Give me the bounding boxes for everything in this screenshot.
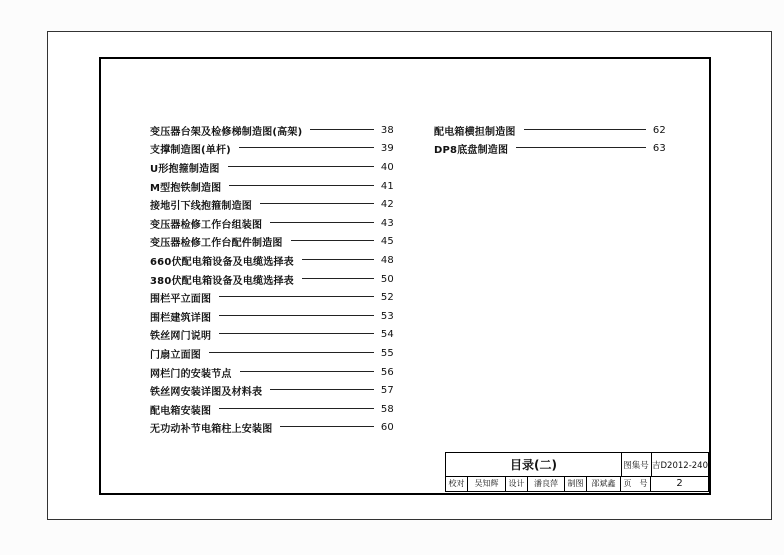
toc-entry-page: 60 <box>380 422 394 434</box>
toc-leader-line <box>219 315 374 316</box>
toc-entry-page: 54 <box>380 329 394 341</box>
toc-entry-page: 55 <box>380 347 394 359</box>
toc-leader-line <box>239 147 374 148</box>
toc-entry-page: 58 <box>380 403 394 415</box>
designer-label: 设计 <box>506 476 528 491</box>
toc-entry <box>434 121 666 140</box>
toc-entry <box>150 233 394 252</box>
toc-entry <box>150 214 394 233</box>
atlas-number: 吉D2012-240 <box>651 453 709 477</box>
toc-entry-page: 57 <box>380 385 394 397</box>
toc-entry-page: 43 <box>380 217 394 229</box>
toc-leader-line <box>219 408 374 409</box>
toc-entry-page: 50 <box>380 273 394 285</box>
atlas-number-label: 图集号 <box>621 453 652 477</box>
toc-entry-title: M型抱铁制造图 <box>150 182 222 194</box>
toc-right-column <box>434 121 666 158</box>
drawing-name: 目录(二) <box>446 453 622 477</box>
toc-entry <box>150 288 394 307</box>
toc-entry <box>434 140 666 159</box>
toc-entry <box>150 195 394 214</box>
toc-leader-line <box>240 371 374 372</box>
toc-entry-page: 40 <box>380 161 394 173</box>
toc-entry-title: U形抱箍制造图 <box>150 163 220 175</box>
page-number-label: 页 号 <box>621 476 651 491</box>
toc-entry-page: 48 <box>380 254 394 266</box>
toc-leader-line <box>291 240 374 241</box>
toc-entry <box>150 177 394 196</box>
toc-entry-title: 变压器台架及检修梯制造图(高架) <box>150 126 303 138</box>
toc-entry-page: 39 <box>380 143 394 155</box>
toc-leader-line <box>229 185 374 186</box>
toc-entry <box>150 270 394 289</box>
toc-left-column <box>150 121 394 437</box>
toc-leader-line <box>228 166 374 167</box>
toc-entry-title: 无功动补节电箱柱上安装图 <box>150 424 273 436</box>
toc-entry <box>150 251 394 270</box>
toc-entry <box>150 158 394 177</box>
toc-entry-title: 配电箱横担制造图 <box>434 126 516 138</box>
toc-entry-title: 铁丝网安装详图及材料表 <box>150 387 263 399</box>
toc-leader-line <box>310 129 374 130</box>
toc-leader-line <box>516 147 646 148</box>
toc-leader-line <box>280 426 374 427</box>
toc-entry-title: 变压器检修工作台组装图 <box>150 219 263 231</box>
toc-leader-line <box>260 203 374 204</box>
toc-entry-page: 52 <box>380 292 394 304</box>
toc-entry-title: 围栏平立面图 <box>150 294 212 306</box>
toc-entry-title: DP8底盘制造图 <box>434 145 509 157</box>
toc-entry-title: 660伏配电箱设备及电缆选择表 <box>150 256 294 268</box>
toc-entry <box>150 381 394 400</box>
toc-entry <box>150 307 394 326</box>
toc-leader-line <box>219 333 374 334</box>
toc-entry-page: 62 <box>652 124 666 136</box>
toc-entry-page: 41 <box>380 180 394 192</box>
toc-leader-line <box>209 352 374 353</box>
page-number: 2 <box>676 478 683 489</box>
toc-entry-title: 网栏门的安装节点 <box>150 368 232 380</box>
toc-entry-page: 63 <box>652 143 666 155</box>
toc-entry <box>150 326 394 345</box>
checker-label: 校对 <box>446 476 468 491</box>
toc-leader-line <box>219 296 374 297</box>
checker-name: 吴知辉 <box>468 476 506 491</box>
toc-leader-line <box>302 278 374 279</box>
toc-leader-line <box>270 389 374 390</box>
toc-entry-title: 配电箱安装图 <box>150 405 212 417</box>
designer-name: 潘良萍 <box>528 476 565 491</box>
toc-leader-line <box>302 259 374 260</box>
toc-entry-page: 45 <box>380 236 394 248</box>
toc-entry <box>150 400 394 419</box>
title-block <box>445 452 709 492</box>
toc-entry-page: 42 <box>380 199 394 211</box>
toc-entry-title: 铁丝网门说明 <box>150 331 212 343</box>
toc-entry-title: 变压器检修工作台配件制造图 <box>150 238 283 250</box>
toc-leader-line <box>270 222 374 223</box>
drafter-label: 制图 <box>565 476 587 491</box>
toc-entry-page: 53 <box>380 310 394 322</box>
toc-entry <box>150 363 394 382</box>
toc-entry-title: 380伏配电箱设备及电缆选择表 <box>150 275 294 287</box>
toc-entry-title: 围栏建筑详图 <box>150 312 212 324</box>
toc-entry-page: 38 <box>380 124 394 136</box>
toc-entry <box>150 419 394 438</box>
toc-entry-page: 56 <box>380 366 394 378</box>
toc-entry-title: 支撑制造图(单杆) <box>150 145 231 157</box>
toc-entry <box>150 140 394 159</box>
toc-entry-title: 门扇立面图 <box>150 349 201 361</box>
toc-entry <box>150 344 394 363</box>
toc-leader-line <box>524 129 646 130</box>
toc-entry-title: 接地引下线抱箍制造图 <box>150 201 252 213</box>
toc-entry <box>150 121 394 140</box>
drafter-name: 邵斌鑫 <box>587 476 621 491</box>
